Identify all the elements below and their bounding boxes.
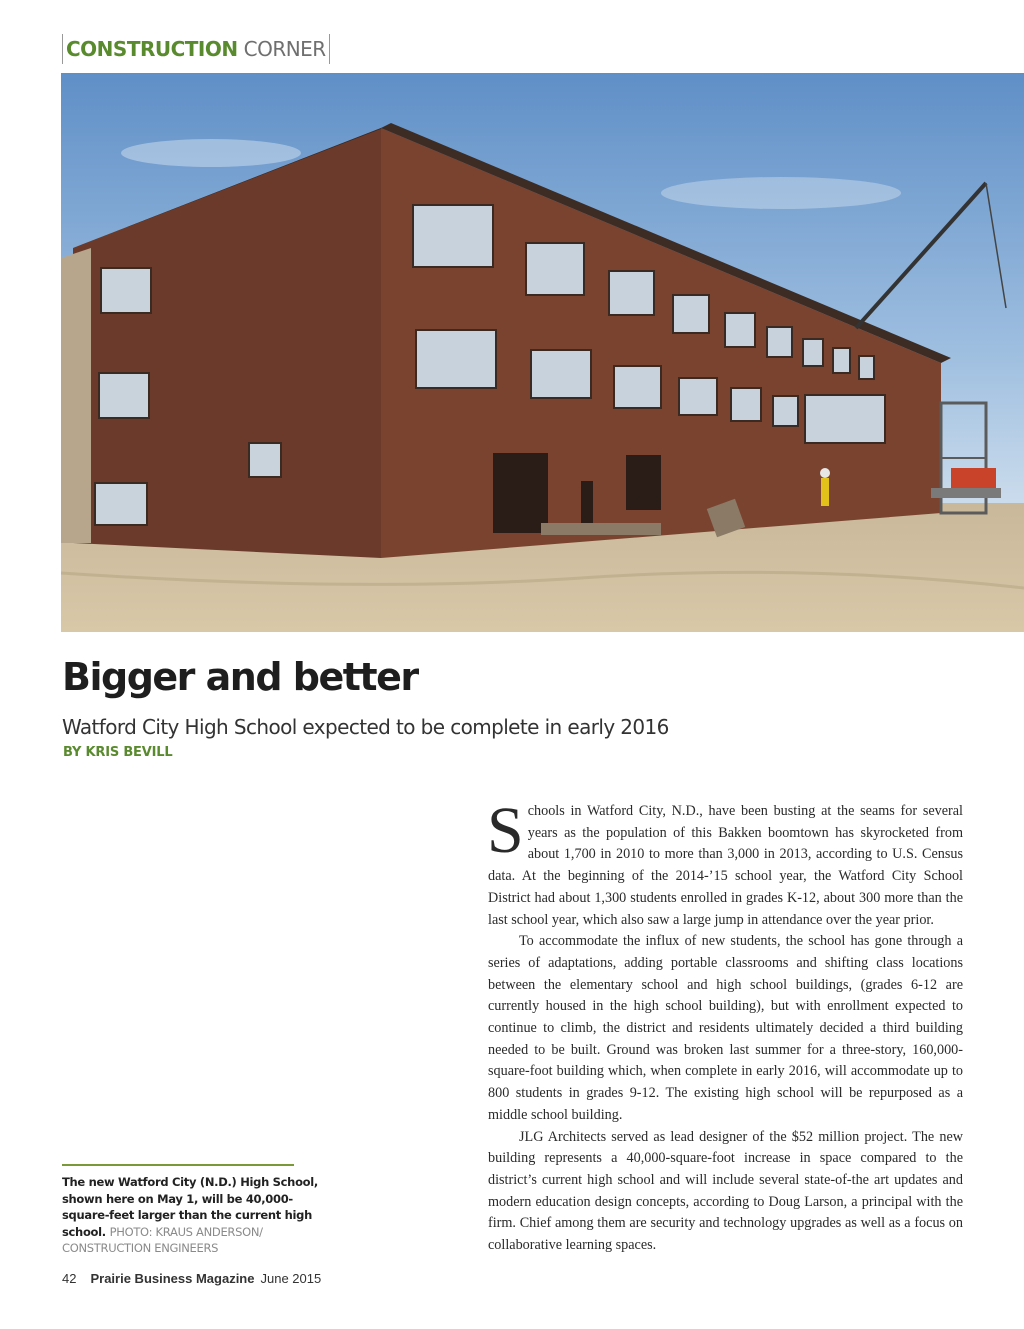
page-footer <box>62 1271 321 1286</box>
page-number: 42 <box>62 1271 77 1286</box>
article-title: Bigger and better <box>62 655 418 699</box>
paragraph-1-text: chools in Watford City, N.D., have been busting at the seams for several years as the population of this Bakken boomtown has skyrocketed from about 1,700 in 2010 to more than 3,000 in 2013, according to U.S. Census data. At the beginning of the 2014-’15 school year, the Watford City School District had about 1,300 students enrolled in grades K-12, about 300 more than the last school year, which also saw a large jump in attendance over the year prior. <box>488 803 963 928</box>
drop-cap: S <box>487 794 524 867</box>
caption-rule <box>62 1164 294 1166</box>
section-label-construction: CONSTRUCTION <box>66 37 238 61</box>
article-body <box>487 794 963 1257</box>
body-paragraph <box>487 794 963 931</box>
paragraph-3: JLG Architects served as lead designer of the $52 million project. The new building represents a 40,000-square-foot increase in space compared to the district’s current high school and will include several state-of-the art updates and modern education design concepts, according to Doug Larson, a principal with the firm. Chief among them are security and technology upgrades as well as a focus on collaborative learning spaces. <box>488 1128 963 1254</box>
article-byline: BY KRIS BEVILL <box>63 745 173 760</box>
caption-credit: PHOTO: KRAUS ANDERSON/ CONSTRUCTION ENGINEERS <box>62 1224 263 1255</box>
section-label <box>62 34 330 64</box>
article-subtitle: Watford City High School expected to be complete in early 2016 <box>62 715 669 739</box>
issue-date: June 2015 <box>260 1271 322 1286</box>
caption-text: The new Watford City (N.D.) High School, shown here on May 1, will be 40,000-square-feet larger than the current high school. <box>62 1175 318 1239</box>
building-illustration <box>61 73 1024 632</box>
article-photo <box>61 73 1024 632</box>
paragraph-2: To accommodate the influx of new students, the school has gone through a series of adaptations, adding portable classrooms and shifting class locations between the elementary school and high school buildings, (grades 6-12 are currently housed in the high school building), but with enrollment expected to continue to climb, the district and residents ultimately decided a third building needed to be built. Ground was broken last summer for a three-story, 160,000-square-foot building which, when complete in early 2016, will accommodate up to 800 students in grades 9-12. The existing high school will be repurposed as a middle school building. <box>488 933 963 1123</box>
magazine-name: Prairie Business Magazine <box>90 1271 255 1286</box>
photo-caption <box>62 1174 322 1257</box>
section-label-corner: CORNER <box>243 37 326 61</box>
